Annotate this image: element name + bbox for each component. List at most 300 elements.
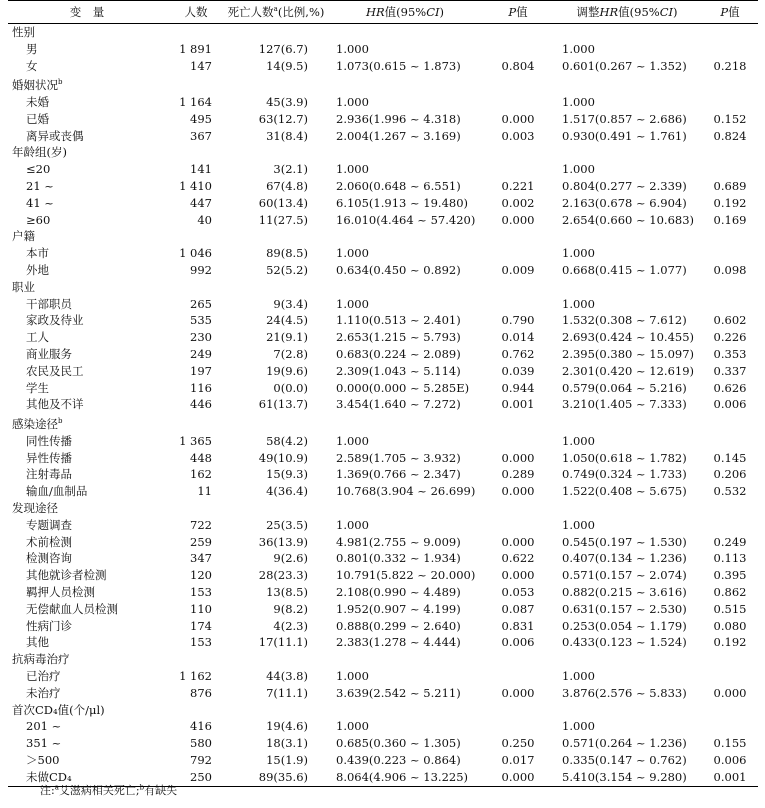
cell-adjusted-p: 0.532 <box>713 484 747 499</box>
row-label: 41 ~ <box>26 195 54 210</box>
cell-hr: 2.004(1.267 ~ 3.169) <box>336 128 461 143</box>
cell-adjusted-p: 0.169 <box>713 212 747 227</box>
cell-adjusted-hr: 1.000 <box>562 668 595 683</box>
cell-p: 0.250 <box>501 736 535 751</box>
cell-count: 347 <box>190 551 212 566</box>
cell-p: 0.039 <box>501 363 535 378</box>
cell-deaths: 61(13.7) <box>258 397 308 412</box>
cell-adjusted-hr: 0.335(0.147 ~ 0.762) <box>562 752 687 767</box>
note-text-b: 有缺失 <box>144 784 178 797</box>
row-label: 已婚 <box>26 111 49 126</box>
row-label: 男 <box>26 41 38 56</box>
cell-adjusted-p <box>702 517 758 534</box>
category-sup: b <box>58 417 63 426</box>
cell-p: 0.000 <box>501 484 535 499</box>
header-hr-close: ) <box>439 5 445 19</box>
table-row <box>8 567 758 584</box>
cell-adjusted-p <box>702 41 758 58</box>
row-label: 商业服务 <box>26 346 72 361</box>
row-label: 术前检测 <box>26 534 72 549</box>
row-label: 201 ~ <box>26 719 62 734</box>
cell-adjusted-hr: 1.050(0.618 ~ 1.782) <box>562 450 687 465</box>
table-row <box>8 550 758 567</box>
cell-p: 0.221 <box>501 179 535 193</box>
category-text: 年龄组(岁) <box>12 145 67 160</box>
cell-hr: 2.653(1.215 ~ 5.793) <box>336 330 461 345</box>
cell-deaths: 3(2.1) <box>273 162 308 177</box>
cell-count: 448 <box>190 450 212 465</box>
cell-deaths: 11(27.5) <box>258 212 308 227</box>
header-deaths <box>226 1 326 24</box>
table-row <box>8 450 758 467</box>
cell-adjusted-hr: 0.579(0.064 ~ 5.216) <box>562 380 687 395</box>
cell-p: 0.000 <box>501 568 535 583</box>
cell-adjusted-hr: 5.410(3.154 ~ 9.280) <box>562 769 687 784</box>
row-label: 检测咨询 <box>26 551 72 566</box>
cell-p: 0.804 <box>501 58 535 73</box>
cell-adjusted-p <box>702 245 758 262</box>
results-table <box>8 0 758 787</box>
cell-count: 367 <box>190 128 212 143</box>
header-variable: 变 量 <box>69 5 105 19</box>
cell-adjusted-hr: 0.601(0.267 ~ 1.352) <box>562 58 687 73</box>
cell-adjusted-hr: 1.000 <box>562 41 595 56</box>
cell-count: 416 <box>190 719 212 734</box>
cell-hr: 0.888(0.299 ~ 2.640) <box>336 618 461 633</box>
row-label: 离异或丧偶 <box>26 128 84 143</box>
cell-deaths: 9(2.6) <box>273 551 308 566</box>
cell-adjusted-hr: 2.395(0.380 ~ 15.097) <box>562 346 695 361</box>
header-adjusted-hr <box>552 1 702 24</box>
cell-count: 495 <box>190 111 212 126</box>
cell-adjusted-hr: 0.804(0.277 ~ 2.339) <box>562 179 687 193</box>
cell-count: 1 891 <box>179 41 212 56</box>
cell-adjusted-hr: 1.000 <box>562 517 595 532</box>
cell-adjusted-hr: 0.407(0.134 ~ 1.236) <box>562 551 687 566</box>
cell-hr: 2.589(1.705 ~ 3.932) <box>336 450 461 465</box>
table-row <box>8 584 758 601</box>
cell-p: 0.762 <box>501 346 535 361</box>
cell-adjusted-hr: 2.163(0.678 ~ 6.904) <box>562 195 687 210</box>
table-row <box>8 483 758 500</box>
table-row <box>8 178 758 195</box>
cell-hr: 1.110(0.513 ~ 2.401) <box>336 313 461 328</box>
cell-adjusted-p <box>702 668 758 685</box>
category-row <box>8 228 758 245</box>
cell-adjusted-p: 0.515 <box>713 601 747 616</box>
table-row <box>8 735 758 752</box>
cell-deaths: 13(8.5) <box>266 584 308 599</box>
cell-adjusted-hr: 0.571(0.264 ~ 1.236) <box>562 736 687 751</box>
cell-adjusted-p <box>702 94 758 111</box>
cell-adjusted-hr: 1.000 <box>562 95 595 110</box>
cell-adjusted-p <box>702 161 758 178</box>
category-label <box>8 74 758 94</box>
row-label: 女 <box>26 58 38 73</box>
cell-count: 120 <box>190 568 212 583</box>
cell-p <box>484 94 552 111</box>
note-text-a: 艾滋病相关死亡; <box>58 784 140 797</box>
cell-p: 0.000 <box>501 534 535 549</box>
cell-adjusted-p: 0.113 <box>713 551 747 566</box>
cell-deaths: 17(11.1) <box>258 635 308 650</box>
cell-adjusted-p: 0.145 <box>713 450 747 465</box>
table-row <box>8 466 758 483</box>
cell-deaths: 28(23.3) <box>258 568 308 583</box>
cell-count: 1 365 <box>179 433 212 448</box>
cell-p: 0.000 <box>501 685 535 700</box>
cell-p <box>484 668 552 685</box>
cell-adjusted-p: 0.006 <box>713 397 747 412</box>
cell-adjusted-p: 0.249 <box>713 534 747 549</box>
cell-hr: 1.000 <box>336 41 369 56</box>
header-adj-hr-tail: 值(95% <box>618 5 660 19</box>
table-body <box>8 24 758 787</box>
cell-adjusted-p: 0.192 <box>713 635 747 650</box>
cell-adjusted-p: 0.006 <box>713 752 747 767</box>
row-label: 未治疗 <box>26 685 61 700</box>
cell-p <box>484 296 552 313</box>
cell-count: 1 162 <box>179 668 212 683</box>
cell-p: 0.000 <box>501 212 535 227</box>
category-text: 职业 <box>12 279 35 294</box>
table-row <box>8 262 758 279</box>
cell-p: 0.000 <box>501 769 535 784</box>
cell-hr: 16.010(4.464 ~ 57.420) <box>336 212 476 227</box>
cell-hr: 1.000 <box>336 433 369 448</box>
category-text: 婚姻状况 <box>12 78 58 93</box>
cell-adjusted-hr: 1.000 <box>562 719 595 734</box>
cell-adjusted-hr: 0.882(0.215 ~ 3.616) <box>562 584 687 599</box>
table-row <box>8 245 758 262</box>
cell-adjusted-p: 0.001 <box>713 769 747 784</box>
header-adj-prefix: 调整 <box>576 5 600 19</box>
category-row <box>8 279 758 296</box>
cell-adjusted-hr: 0.749(0.324 ~ 1.733) <box>562 467 687 482</box>
category-label <box>8 24 758 41</box>
category-text: 户籍 <box>12 229 35 244</box>
cell-deaths: 52(5.2) <box>266 262 308 277</box>
row-label: 专题调查 <box>26 517 72 532</box>
header-row <box>8 1 758 24</box>
cell-adjusted-p: 0.080 <box>713 618 747 633</box>
row-label: 无偿献血人员检测 <box>26 601 118 616</box>
category-text: 感染途径 <box>12 416 58 431</box>
row-label: 未婚 <box>26 95 49 110</box>
cell-adjusted-hr: 1.532(0.308 ~ 7.612) <box>562 313 687 328</box>
cell-deaths: 4(2.3) <box>273 618 308 633</box>
category-row <box>8 651 758 668</box>
cell-deaths: 15(9.3) <box>266 467 308 482</box>
category-label <box>8 500 758 517</box>
cell-count: 110 <box>190 601 212 616</box>
table-row <box>8 58 758 75</box>
cell-deaths: 19(9.6) <box>266 363 308 378</box>
table-row <box>8 161 758 178</box>
table-row <box>8 111 758 128</box>
category-row <box>8 144 758 161</box>
row-label: 输血/血制品 <box>26 484 88 499</box>
cell-deaths: 24(4.5) <box>266 313 308 328</box>
row-label: 羁押人员检测 <box>26 584 95 599</box>
table-row <box>8 363 758 380</box>
cell-hr: 0.685(0.360 ~ 1.305) <box>336 736 461 751</box>
cell-deaths: 58(4.2) <box>266 433 308 448</box>
cell-count: 11 <box>197 484 212 499</box>
cell-p: 0.944 <box>501 380 535 395</box>
cell-count: 249 <box>190 346 212 361</box>
header-p2-tail: 值 <box>728 5 740 19</box>
cell-adjusted-hr: 0.930(0.491 ~ 1.761) <box>562 128 687 143</box>
cell-adjusted-hr: 0.631(0.157 ~ 2.530) <box>562 601 687 616</box>
cell-p: 0.000 <box>501 111 535 126</box>
cell-count: 141 <box>190 162 212 177</box>
cell-adjusted-p: 0.337 <box>713 363 747 378</box>
category-label <box>8 279 758 296</box>
cell-p <box>484 718 552 735</box>
cell-hr: 2.309(1.043 ~ 5.114) <box>336 363 461 378</box>
row-label: 未做CD₄ <box>26 769 72 784</box>
cell-adjusted-p: 0.000 <box>713 685 747 700</box>
table-row <box>8 668 758 685</box>
row-label: 已治疗 <box>26 668 61 683</box>
cell-adjusted-hr: 1.000 <box>562 162 595 177</box>
cell-deaths: 25(3.5) <box>266 517 308 532</box>
cell-hr: 1.369(0.766 ~ 2.347) <box>336 467 461 482</box>
cell-hr: 1.000 <box>336 95 369 110</box>
cell-hr: 10.768(3.904 ~ 26.699) <box>336 484 476 499</box>
cell-p <box>484 245 552 262</box>
header-count: 人数 <box>184 5 208 19</box>
cell-deaths: 63(12.7) <box>258 111 308 126</box>
cell-count: 250 <box>190 769 212 784</box>
header-hr-tail: 值(95% <box>384 5 427 19</box>
cell-adjusted-hr: 0.571(0.157 ~ 2.074) <box>562 568 687 583</box>
row-label: ≤20 <box>26 162 51 177</box>
cell-adjusted-p: 0.218 <box>713 58 747 73</box>
cell-hr: 1.000 <box>336 296 369 311</box>
header-hr <box>326 1 484 24</box>
header-p-tail: 值 <box>516 5 528 19</box>
cell-count: 580 <box>190 736 212 751</box>
cell-p: 0.003 <box>501 128 535 143</box>
cell-adjusted-p <box>702 296 758 313</box>
cell-p: 0.006 <box>501 635 535 650</box>
cell-p: 0.053 <box>501 584 535 599</box>
cell-deaths: 15(1.9) <box>266 752 308 767</box>
category-label <box>8 413 758 433</box>
category-label <box>8 144 758 161</box>
cell-count: 116 <box>190 380 212 395</box>
header-p-italic: P <box>508 5 517 19</box>
cell-hr: 2.936(1.996 ~ 4.318) <box>336 111 461 126</box>
cell-hr: 1.000 <box>336 162 369 177</box>
row-label: 性病门诊 <box>26 618 72 633</box>
cell-adjusted-hr: 1.522(0.408 ~ 5.675) <box>562 484 687 499</box>
note-sup-a: a <box>54 783 59 792</box>
cell-count: 259 <box>190 534 212 549</box>
cell-adjusted-p <box>702 433 758 450</box>
row-label: 外地 <box>26 262 49 277</box>
header-ci-italic: CI <box>426 5 440 19</box>
table-row <box>8 634 758 651</box>
row-label: ≥60 <box>26 212 51 227</box>
row-label: 本市 <box>26 246 49 261</box>
cell-deaths: 44(3.8) <box>266 668 308 683</box>
cell-count: 174 <box>190 618 212 633</box>
category-text: 发现途径 <box>12 500 58 515</box>
cell-deaths: 9(3.4) <box>273 296 308 311</box>
cell-adjusted-p: 0.626 <box>713 380 747 395</box>
cell-hr: 3.639(2.542 ~ 5.211) <box>336 685 461 700</box>
cell-hr: 2.108(0.990 ~ 4.489) <box>336 584 461 599</box>
table-row <box>8 534 758 551</box>
cell-count: 992 <box>190 262 212 277</box>
cell-p: 0.790 <box>501 313 535 328</box>
header-adj-close: ) <box>673 5 678 19</box>
cell-p: 0.000 <box>501 450 535 465</box>
table-row <box>8 396 758 413</box>
cell-hr: 3.454(1.640 ~ 7.272) <box>336 397 461 412</box>
cell-adjusted-p: 0.192 <box>713 195 747 210</box>
category-label <box>8 651 758 668</box>
cell-hr: 1.073(0.615 ~ 1.873) <box>336 58 461 73</box>
cell-deaths: 0(0.0) <box>273 380 308 395</box>
cell-count: 40 <box>197 212 212 227</box>
category-text: 首次CD₄值(个/μl) <box>12 702 105 717</box>
row-label: 干部职员 <box>26 296 72 311</box>
header-deaths-tail: (比例,%) <box>277 5 325 19</box>
cell-p <box>484 517 552 534</box>
table-footnote <box>40 782 177 798</box>
cell-p: 0.017 <box>501 752 535 767</box>
cell-hr: 1.000 <box>336 719 369 734</box>
cell-deaths: 7(2.8) <box>273 346 308 361</box>
cell-adjusted-hr: 0.253(0.054 ~ 1.179) <box>562 618 687 633</box>
row-label: 其他及不详 <box>26 397 84 412</box>
cell-count: 1 046 <box>179 246 212 261</box>
cell-count: 265 <box>190 296 212 311</box>
table-row <box>8 329 758 346</box>
cell-adjusted-hr: 1.000 <box>562 246 595 261</box>
cell-adjusted-hr: 1.000 <box>562 296 595 311</box>
table-row <box>8 752 758 769</box>
cell-p: 0.289 <box>501 467 535 482</box>
table-row <box>8 618 758 635</box>
cell-deaths: 89(8.5) <box>266 246 308 261</box>
cell-adjusted-p: 0.206 <box>713 467 747 482</box>
cell-hr: 6.105(1.913 ~ 19.480) <box>336 195 469 210</box>
cell-p: 0.831 <box>501 618 535 633</box>
cell-adjusted-p: 0.155 <box>713 736 747 751</box>
cell-adjusted-p: 0.353 <box>713 346 747 361</box>
cell-adjusted-hr: 3.210(1.405 ~ 7.333) <box>562 397 687 412</box>
cell-deaths: 21(9.1) <box>266 330 308 345</box>
row-label: 其他 <box>26 635 49 650</box>
cell-count: 1 164 <box>179 95 212 110</box>
cell-hr: 1.000 <box>336 246 369 261</box>
cell-p <box>484 433 552 450</box>
category-sup: b <box>58 78 63 87</box>
cell-adjusted-hr: 0.433(0.123 ~ 1.524) <box>562 635 687 650</box>
cell-deaths: 45(3.9) <box>266 95 308 110</box>
table-row <box>8 94 758 111</box>
cell-count: 792 <box>190 752 212 767</box>
cell-hr: 0.801(0.332 ~ 1.934) <box>336 551 461 566</box>
row-label: 学生 <box>26 380 49 395</box>
row-label: 21 ~ <box>26 179 54 193</box>
cell-hr: 0.439(0.223 ~ 0.864) <box>336 752 461 767</box>
cell-deaths: 127(6.7) <box>258 41 308 56</box>
cell-p: 0.009 <box>501 262 535 277</box>
table-row <box>8 41 758 58</box>
cell-hr: 0.000(0.000 ~ 5.285E) <box>336 380 470 395</box>
cell-deaths: 36(13.9) <box>258 534 308 549</box>
table-row <box>8 685 758 702</box>
cell-hr: 8.064(4.906 ~ 13.225) <box>336 769 469 784</box>
cell-deaths: 18(3.1) <box>266 736 308 751</box>
category-row <box>8 24 758 41</box>
header-adj-hr-italic: HR <box>599 5 619 19</box>
cell-hr: 2.383(1.278 ~ 4.444) <box>336 635 461 650</box>
table-row <box>8 517 758 534</box>
cell-p <box>484 161 552 178</box>
category-text: 抗病毒治疗 <box>12 652 70 667</box>
cell-hr: 1.000 <box>336 668 369 683</box>
cell-p: 0.087 <box>501 601 535 616</box>
row-label: 家政及待业 <box>26 313 84 328</box>
row-label: 351 ~ <box>26 736 62 751</box>
note-sup-b: b <box>139 783 145 792</box>
header-p2-italic: P <box>720 5 729 19</box>
category-row <box>8 500 758 517</box>
table-row <box>8 433 758 450</box>
cell-p: 0.002 <box>501 195 535 210</box>
category-text: 性别 <box>12 25 35 39</box>
row-label: ＞500 <box>26 752 60 767</box>
cell-count: 230 <box>190 330 212 345</box>
cell-count: 197 <box>190 363 212 378</box>
table-row <box>8 601 758 618</box>
cell-adjusted-hr: 1.517(0.857 ~ 2.686) <box>562 111 687 126</box>
cell-adjusted-p: 0.395 <box>713 568 747 583</box>
table-row <box>8 296 758 313</box>
cell-deaths: 4(36.4) <box>266 484 308 499</box>
category-label <box>8 702 758 719</box>
cell-adjusted-hr: 0.545(0.197 ~ 1.530) <box>562 534 687 549</box>
cell-adjusted-p: 0.862 <box>713 584 747 599</box>
cell-hr: 4.981(2.755 ~ 9.009) <box>336 534 461 549</box>
cell-hr: 1.952(0.907 ~ 4.199) <box>336 601 461 616</box>
table-row <box>8 212 758 229</box>
cell-count: 153 <box>190 635 212 650</box>
cell-count: 447 <box>190 195 212 210</box>
table-row <box>8 718 758 735</box>
cell-adjusted-hr: 0.668(0.415 ~ 1.077) <box>562 262 687 277</box>
header-deaths-main: 死亡人数 <box>227 5 274 19</box>
row-label: 其他就诊者检测 <box>26 568 107 583</box>
header-deaths-sup: a <box>273 5 278 14</box>
note-prefix: 注: <box>40 784 55 797</box>
category-row <box>8 702 758 719</box>
header-p <box>484 1 552 24</box>
cell-count: 162 <box>190 467 212 482</box>
cell-deaths: 60(13.4) <box>258 195 308 210</box>
cell-count: 147 <box>190 58 212 73</box>
row-label: 工人 <box>26 330 49 345</box>
cell-hr: 1.000 <box>336 517 369 532</box>
cell-adjusted-hr: 2.654(0.660 ~ 10.683) <box>562 212 695 227</box>
